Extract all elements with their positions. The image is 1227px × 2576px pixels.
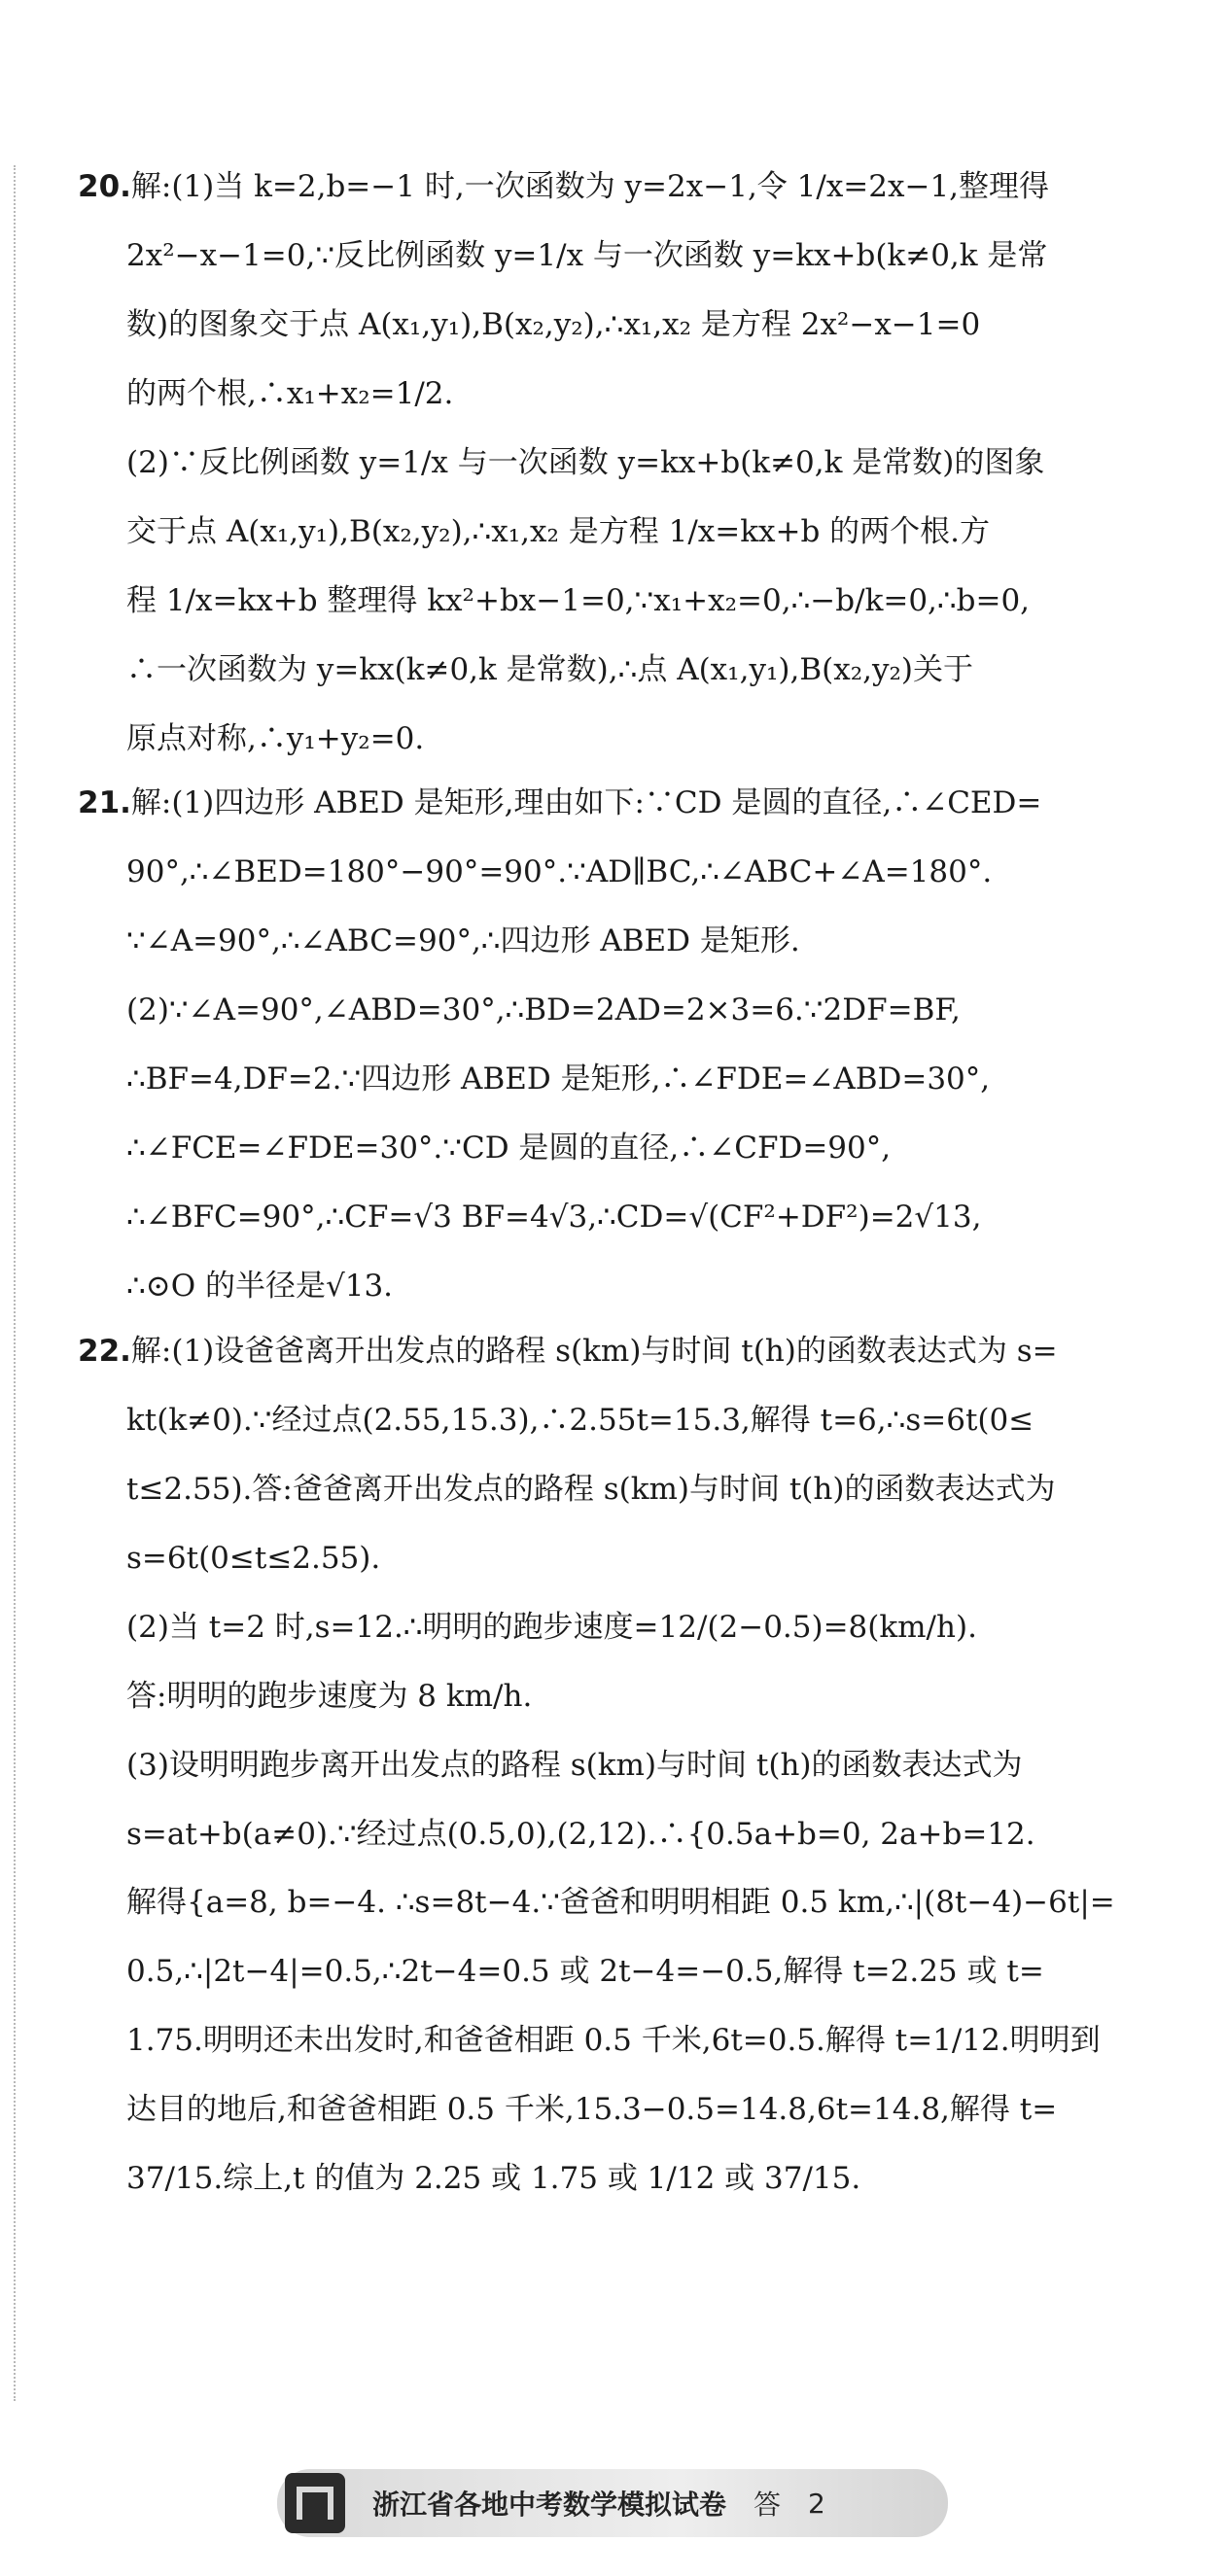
problem-21 bbox=[78, 782, 1138, 1308]
problem-20-line-5: (2)∵反比例函数 y=1/x 与一次函数 y=kx+b(k≠0,k 是常数)的图象 bbox=[126, 444, 1045, 480]
footer-page-number: 2 bbox=[808, 2487, 825, 2520]
footer-title: 浙江省各地中考数学模拟试卷 bbox=[372, 2489, 727, 2521]
publisher-logo-icon bbox=[285, 2473, 345, 2533]
problem-number: 22. bbox=[78, 1333, 131, 1369]
problem-22-line-7: (3)设明明跑步离开出发点的路程 s(km)与时间 t(h)的函数表达式为 bbox=[126, 1747, 1023, 1783]
problem-number: 20. bbox=[78, 169, 131, 204]
problem-number: 21. bbox=[78, 785, 131, 821]
problem-20 bbox=[78, 165, 1138, 760]
problem-22-line-8: s=at+b(a≠0).∵经过点(0.5,0),(2,12).∴{0.5a+b=0, 2a+b=12. bbox=[126, 1816, 1035, 1852]
problem-20-line-9: 原点对称,∴y₁+y₂=0. bbox=[126, 720, 425, 756]
problem-21-line-7: ∴∠BFC=90°,∴CF=√3 BF=4√3,∴CD=√(CF²+DF²)=2√13, bbox=[126, 1200, 982, 1236]
problem-22-line-6: 答:明明的跑步速度为 8 km/h. bbox=[126, 1678, 533, 1714]
problem-20-line-1: 20.解:(1)当 k=2,b=−1 时,一次函数为 y=2x−1,令 1/x=2x−1,整理得 bbox=[78, 169, 1050, 204]
problem-22-line-1: 22.解:(1)设爸爸离开出发点的路程 s(km)与时间 t(h)的函数表达式为 s= bbox=[78, 1333, 1058, 1369]
problem-20-line-3: 数)的图象交于点 A(x₁,y₁),B(x₂,y₂),∴x₁,x₂ 是方程 2x²−x−1=0 bbox=[126, 306, 981, 342]
problem-21-line-3: ∵∠A=90°,∴∠ABC=90°,∴四边形 ABED 是矩形. bbox=[126, 923, 800, 959]
problem-20-line-7: 程 1/x=kx+b 整理得 kx²+bx−1=0,∵x₁+x₂=0,∴−b/k=0,∴b=0, bbox=[126, 582, 1031, 618]
problem-21-line-2: 90°,∴∠BED=180°−90°=90°.∵AD∥BC,∴∠ABC+∠A=180°. bbox=[126, 854, 993, 890]
problem-21-line-4: (2)∵∠A=90°,∠ABD=30°,∴BD=2AD=2×3=6.∵2DF=BF, bbox=[126, 992, 961, 1028]
problem-20-line-6: 交于点 A(x₁,y₁),B(x₂,y₂),∴x₁,x₂ 是方程 1/x=kx+b 的两个根.方 bbox=[126, 513, 991, 549]
problem-22-line-4: s=6t(0≤t≤2.55). bbox=[126, 1540, 381, 1576]
problem-22-line-9: 解得{a=8, b=−4. ∴s=8t−4.∵爸爸和明明相距 0.5 km,∴|(8t−4)−6t|= bbox=[126, 1885, 1115, 1921]
problem-22-line-12: 达目的地后,和爸爸相距 0.5 千米,15.3−0.5=14.8,6t=14.8,解得 t= bbox=[126, 2092, 1058, 2128]
problem-22 bbox=[78, 1330, 1138, 2201]
problem-21-line-5: ∴BF=4,DF=2.∵四边形 ABED 是矩形,∴∠FDE=∠ABD=30°, bbox=[126, 1062, 991, 1097]
problem-22-line-10: 0.5,∴|2t−4|=0.5,∴2t−4=0.5 或 2t−4=−0.5,解得 t=2.25 或 t= bbox=[126, 1954, 1044, 1990]
problem-20-line-8: ∴一次函数为 y=kx(k≠0,k 是常数),∴点 A(x₁,y₁),B(x₂,y₂)关于 bbox=[126, 651, 974, 687]
problem-22-line-13: 37/15.综上,t 的值为 2.25 或 1.75 或 1/12 或 37/15. bbox=[126, 2161, 861, 2197]
binding-margin-line bbox=[14, 165, 16, 2401]
answer-page bbox=[78, 165, 1138, 2222]
problem-20-line-4: 的两个根,∴x₁+x₂=1/2. bbox=[126, 375, 454, 411]
problem-22-line-5: (2)当 t=2 时,s=12.∴明明的跑步速度=12/(2−0.5)=8(km/h). bbox=[126, 1609, 977, 1645]
problem-22-line-11: 1.75.明明还未出发时,和爸爸相距 0.5 千米,6t=0.5.解得 t=1/12.明明到 bbox=[126, 2023, 1101, 2059]
problem-22-line-2: kt(k≠0).∵经过点(2.55,15.3),∴2.55t=15.3,解得 t=6,∴s=6t(0≤ bbox=[126, 1402, 1034, 1438]
problem-21-line-6: ∴∠FCE=∠FDE=30°.∵CD 是圆的直径,∴∠CFD=90°, bbox=[126, 1131, 892, 1166]
problem-21-line-8: ∴⊙O 的半径是√13. bbox=[126, 1269, 394, 1304]
problem-20-line-2: 2x²−x−1=0,∵反比例函数 y=1/x 与一次函数 y=kx+b(k≠0,k 是常 bbox=[126, 237, 1048, 273]
problem-22-line-3: t≤2.55).答:爸爸离开出发点的路程 s(km)与时间 t(h)的函数表达式为 bbox=[126, 1471, 1056, 1507]
page-footer bbox=[277, 2469, 948, 2537]
footer-suffix: 答 bbox=[754, 2489, 782, 2521]
problem-21-line-1: 21.解:(1)四边形 ABED 是矩形,理由如下:∵CD 是圆的直径,∴∠CED= bbox=[78, 785, 1042, 821]
